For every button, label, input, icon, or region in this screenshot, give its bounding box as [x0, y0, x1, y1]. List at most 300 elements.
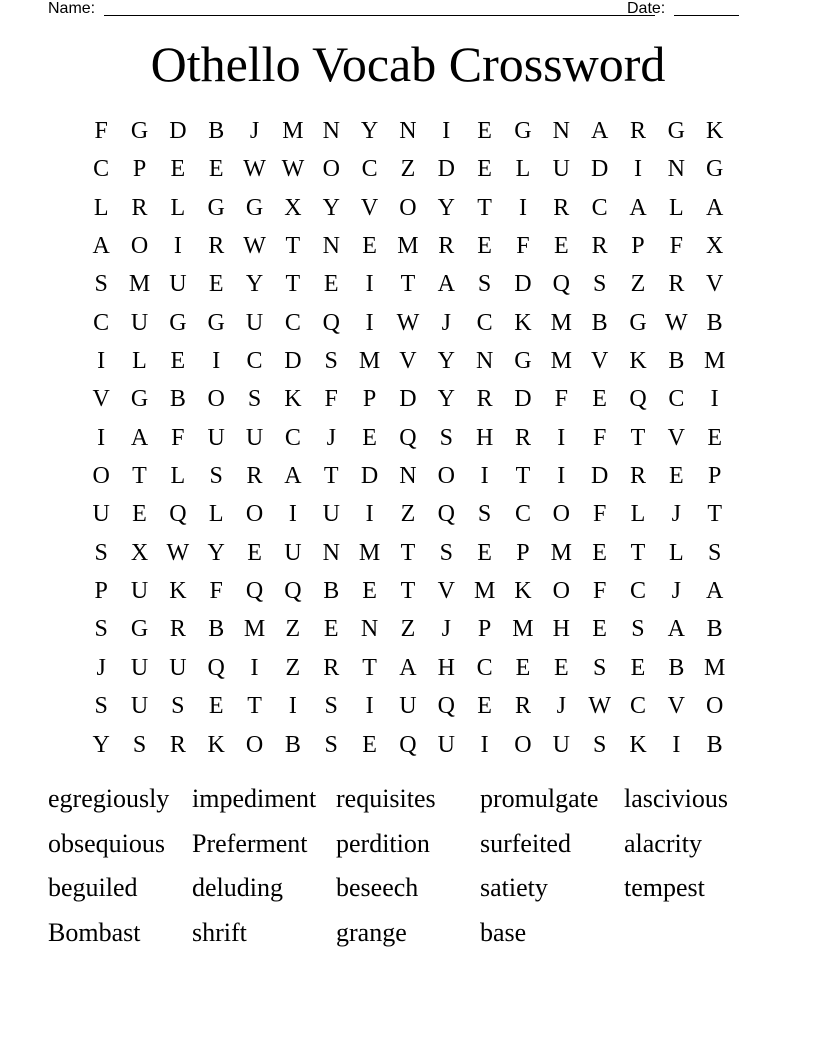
- grid-letter: C: [629, 693, 646, 720]
- grid-letter: B: [284, 731, 301, 758]
- grid-letter: W: [588, 693, 611, 720]
- grid-letter: W: [665, 309, 688, 336]
- grid-letter: D: [284, 348, 302, 375]
- grid-letter: U: [130, 654, 149, 681]
- grid-letter: T: [400, 271, 416, 298]
- grid-letter: G: [207, 309, 225, 336]
- grid-letter: A: [590, 118, 609, 144]
- grid-letter: A: [130, 424, 149, 451]
- grid-letter: B: [169, 386, 186, 413]
- grid-letter: B: [668, 654, 685, 681]
- grid-letter: O: [399, 194, 417, 221]
- grid-letter: O: [437, 463, 455, 490]
- grid-letter: K: [514, 578, 532, 605]
- grid-letter: H: [437, 654, 455, 681]
- word-bank: [48, 780, 768, 958]
- grid-letter: M: [512, 616, 534, 643]
- grid-letter: T: [477, 194, 492, 221]
- grid-letter: N: [399, 118, 417, 144]
- grid-letter: L: [630, 501, 646, 528]
- grid-letter: V: [706, 271, 724, 298]
- grid-letter: C: [284, 309, 301, 336]
- grid-letter: G: [169, 309, 187, 336]
- grid-letter: T: [132, 463, 147, 490]
- grid-letter: Z: [285, 654, 301, 681]
- grid-letter: A: [629, 194, 647, 221]
- grid-letter: V: [437, 578, 455, 605]
- grid-letter: E: [515, 654, 531, 681]
- grid-letter: V: [667, 693, 685, 720]
- grid-letter: Q: [629, 386, 647, 413]
- grid-letter: Q: [399, 731, 417, 758]
- grid-letter: L: [515, 156, 531, 183]
- grid-letter: Y: [245, 271, 264, 298]
- grid-letter: E: [362, 731, 377, 758]
- grid-letter: K: [629, 348, 647, 375]
- grid-row: [82, 189, 734, 227]
- grid-letter: S: [324, 348, 338, 375]
- grid-letter: A: [706, 194, 724, 221]
- grid-letter: V: [92, 386, 110, 413]
- grid-letter: R: [169, 731, 186, 758]
- word-bank-item: beguiled: [48, 873, 138, 902]
- name-label: Name:: [48, 0, 96, 17]
- grid-row: [82, 649, 734, 687]
- grid-row: [82, 534, 734, 572]
- grid-letter: S: [94, 539, 108, 566]
- grid-letter: A: [284, 463, 302, 490]
- grid-row: [82, 726, 734, 764]
- grid-letter: C: [93, 309, 110, 336]
- grid-letter: I: [365, 271, 374, 298]
- grid-letter: D: [437, 156, 455, 183]
- grid-row: [82, 419, 734, 457]
- grid-letter: N: [475, 348, 494, 375]
- grid-letter: E: [208, 693, 224, 720]
- grid-letter: I: [365, 309, 374, 336]
- word-bank-item: obsequious: [48, 828, 165, 858]
- grid-letter: R: [591, 233, 608, 260]
- grid-letter: M: [282, 118, 304, 144]
- grid-letter: N: [322, 539, 340, 566]
- grid-letter: O: [130, 233, 149, 260]
- word-bank-item: beseech: [336, 873, 419, 902]
- grid-letter: W: [243, 156, 266, 183]
- grid-letter: U: [169, 654, 187, 681]
- grid-letter: Q: [245, 578, 264, 605]
- grid-letter: B: [208, 616, 225, 643]
- grid-letter: D: [514, 271, 532, 298]
- grid-letter: C: [591, 194, 608, 221]
- grid-letter: F: [324, 386, 338, 413]
- grid-letter: M: [358, 348, 381, 375]
- grid-letter: D: [590, 156, 609, 183]
- grid-letter: O: [514, 731, 532, 758]
- grid-letter: E: [170, 156, 186, 183]
- grid-letter: T: [285, 233, 301, 260]
- grid-letter: R: [476, 386, 493, 413]
- grid-letter: R: [629, 463, 646, 490]
- word-bank-item: requisites: [336, 784, 436, 813]
- grid-letter: Q: [437, 693, 455, 720]
- grid-letter: I: [365, 693, 374, 720]
- grid-letter: N: [360, 616, 379, 643]
- grid-letter: O: [92, 463, 110, 490]
- grid-letter: M: [473, 578, 496, 605]
- grid-letter: J: [671, 501, 681, 528]
- grid-letter: N: [552, 118, 570, 144]
- grid-letter: G: [667, 118, 685, 144]
- grid-letter: M: [358, 539, 381, 566]
- grid-letter: Q: [322, 309, 340, 336]
- grid-letter: M: [550, 309, 572, 336]
- grid-letter: S: [209, 463, 223, 490]
- word-row: [48, 825, 768, 870]
- grid-letter: G: [130, 616, 149, 643]
- grid-letter: C: [284, 424, 301, 451]
- grid-letter: F: [592, 424, 607, 451]
- grid-letter: K: [706, 118, 724, 144]
- grid-letter: E: [247, 539, 262, 566]
- grid-letter: M: [550, 348, 572, 375]
- grid-letter: O: [207, 386, 225, 413]
- grid-letter: J: [441, 616, 451, 643]
- grid-letter: D: [399, 386, 417, 413]
- grid-letter: P: [94, 578, 108, 605]
- grid-letter: V: [360, 194, 379, 221]
- grid-letter: D: [169, 118, 187, 144]
- grid-letter: F: [669, 233, 683, 260]
- grid-letter: R: [246, 463, 263, 490]
- grid-letter: M: [128, 271, 151, 298]
- grid-letter: K: [207, 731, 225, 758]
- grid-letter: F: [94, 118, 108, 144]
- grid-letter: Q: [169, 501, 187, 528]
- grid-letter: S: [631, 616, 645, 643]
- grid-letter: O: [552, 578, 570, 605]
- grid-row: [82, 112, 734, 150]
- grid-letter: T: [323, 463, 339, 490]
- grid-letter: A: [706, 578, 724, 605]
- grid-letter: E: [592, 386, 607, 413]
- grid-letter: Y: [92, 731, 110, 758]
- grid-row: [82, 265, 734, 303]
- grid-letter: E: [323, 271, 339, 298]
- grid-letter: R: [208, 233, 225, 260]
- word-bank-item: shrift: [192, 917, 247, 947]
- grid-letter: Q: [552, 271, 570, 298]
- grid-letter: Y: [437, 348, 455, 375]
- word-bank-item: perdition: [336, 828, 430, 858]
- grid-letter: A: [667, 616, 685, 643]
- grid-letter: C: [246, 348, 263, 375]
- grid-letter: F: [592, 501, 607, 528]
- grid-letter: T: [400, 578, 416, 605]
- grid-letter: B: [706, 616, 723, 643]
- grid-row: [82, 495, 734, 533]
- grid-letter: E: [477, 156, 492, 183]
- grid-letter: O: [552, 501, 570, 528]
- grid-letter: C: [629, 578, 646, 605]
- grid-letter: E: [592, 539, 607, 566]
- grid-letter: E: [477, 233, 492, 260]
- grid-letter: V: [667, 424, 685, 451]
- grid-letter: U: [399, 693, 417, 720]
- grid-letter: U: [552, 731, 570, 758]
- grid-letter: T: [362, 654, 377, 681]
- page-title: Othello Vocab Crossword: [150, 36, 666, 92]
- grid-letter: R: [629, 118, 646, 144]
- grid-letter: M: [397, 233, 419, 260]
- grid-letter: I: [365, 501, 374, 528]
- word-bank-item: tempest: [624, 873, 705, 902]
- grid-letter: J: [556, 693, 566, 720]
- grid-letter: I: [557, 424, 566, 451]
- grid-letter: I: [480, 731, 489, 758]
- grid-letter: V: [590, 348, 609, 375]
- grid-letter: O: [322, 156, 340, 183]
- grid-letter: E: [592, 616, 607, 643]
- grid-letter: O: [245, 731, 264, 758]
- grid-letter: K: [284, 386, 302, 413]
- grid-letter: C: [668, 386, 685, 413]
- grid-letter: P: [477, 616, 492, 643]
- grid-letter: E: [132, 501, 147, 528]
- grid-letter: N: [399, 463, 417, 490]
- grid-letter: S: [94, 271, 108, 298]
- grid-letter: B: [591, 309, 608, 336]
- grid-letter: L: [132, 348, 147, 375]
- grid-letter: X: [706, 233, 724, 260]
- grid-letter: B: [706, 309, 723, 336]
- grid-letter: K: [169, 578, 187, 605]
- grid-letter: F: [171, 424, 185, 451]
- grid-letter: P: [362, 386, 377, 413]
- grid-letter: C: [476, 654, 493, 681]
- grid-letter: S: [592, 271, 607, 298]
- grid-letter: G: [514, 118, 532, 144]
- grid-letter: W: [166, 539, 190, 566]
- word-row: [48, 780, 768, 825]
- grid-letter: Y: [437, 386, 455, 413]
- word-bank-item: alacrity: [624, 828, 702, 858]
- word-bank-item: grange: [336, 917, 407, 947]
- grid-letter: E: [362, 233, 377, 260]
- grid-letter: G: [706, 156, 724, 183]
- grid-letter: Z: [400, 616, 416, 643]
- grid-letter: I: [518, 194, 527, 221]
- grid-letter: E: [208, 271, 224, 298]
- grid-letter: U: [130, 309, 149, 336]
- grid-letter: I: [480, 463, 489, 490]
- grid-letter: E: [362, 578, 377, 605]
- grid-letter: U: [322, 501, 340, 528]
- word-bank-item: Preferment: [192, 828, 308, 858]
- letter-grid: [82, 112, 734, 764]
- grid-letter: E: [630, 654, 646, 681]
- grid-letter: C: [514, 501, 531, 528]
- grid-letter: I: [557, 463, 566, 490]
- grid-letter: R: [668, 271, 685, 298]
- grid-letter: L: [668, 539, 684, 566]
- grid-letter: S: [171, 693, 185, 720]
- grid-letter: C: [93, 156, 110, 183]
- grid-letter: S: [324, 731, 338, 758]
- grid-letter: J: [671, 578, 681, 605]
- grid-letter: Q: [399, 424, 417, 451]
- grid-letter: E: [553, 654, 569, 681]
- grid-letter: B: [323, 578, 340, 605]
- word-bank-item: egregiously: [48, 784, 170, 813]
- grid-letter: Q: [437, 501, 455, 528]
- grid-letter: E: [668, 463, 684, 490]
- grid-letter: J: [249, 118, 260, 144]
- word-bank-item: base: [480, 917, 527, 947]
- grid-letter: U: [130, 693, 149, 720]
- grid-letter: Y: [322, 194, 340, 221]
- grid-row: [82, 227, 734, 265]
- grid-letter: G: [207, 194, 225, 221]
- grid-letter: L: [93, 194, 109, 221]
- grid-letter: K: [629, 731, 647, 758]
- grid-letter: S: [439, 424, 453, 451]
- grid-letter: N: [322, 233, 340, 260]
- grid-row: [82, 457, 734, 495]
- grid-letter: S: [592, 654, 607, 681]
- grid-letter: N: [322, 118, 340, 144]
- grid-letter: U: [92, 501, 110, 528]
- grid-letter: P: [631, 233, 645, 260]
- grid-letter: G: [130, 386, 149, 413]
- grid-letter: Y: [360, 118, 379, 144]
- grid-letter: T: [630, 539, 646, 566]
- word-bank-item: surfeited: [480, 828, 571, 858]
- grid-letter: Z: [630, 271, 646, 298]
- grid-letter: S: [247, 386, 262, 413]
- grid-letter: W: [396, 309, 420, 336]
- grid-letter: J: [96, 654, 106, 681]
- grid-letter: P: [132, 156, 147, 183]
- date-blank-line: [674, 15, 739, 16]
- grid-letter: R: [438, 233, 455, 260]
- grid-letter: E: [362, 424, 377, 451]
- grid-letter: T: [630, 424, 646, 451]
- grid-letter: C: [361, 156, 378, 183]
- grid-letter: I: [672, 731, 681, 758]
- grid-row: [82, 687, 734, 725]
- grid-letter: I: [710, 386, 719, 413]
- grid-letter: E: [477, 693, 492, 720]
- grid-letter: S: [324, 693, 338, 720]
- grid-letter: O: [706, 693, 724, 720]
- grid-letter: E: [553, 233, 569, 260]
- grid-letter: T: [400, 539, 416, 566]
- grid-letter: R: [553, 194, 570, 221]
- word-bank-item: lascivious: [624, 784, 728, 813]
- word-bank-item: impediment: [192, 784, 317, 813]
- grid-letter: Z: [285, 616, 301, 643]
- grid-letter: L: [668, 194, 684, 221]
- grid-letter: I: [212, 348, 221, 375]
- grid-letter: G: [245, 194, 264, 221]
- grid-letter: D: [360, 463, 379, 490]
- grid-letter: S: [477, 271, 492, 298]
- grid-letter: R: [131, 194, 148, 221]
- grid-letter: E: [208, 156, 224, 183]
- grid-letter: F: [516, 233, 530, 260]
- grid-row: [82, 380, 734, 418]
- grid-letter: R: [169, 616, 186, 643]
- grid-letter: C: [476, 309, 493, 336]
- grid-letter: M: [243, 616, 266, 643]
- grid-letter: U: [284, 539, 302, 566]
- grid-letter: H: [552, 616, 570, 643]
- grid-letter: W: [281, 156, 305, 183]
- grid-letter: I: [288, 693, 297, 720]
- grid-letter: U: [245, 424, 264, 451]
- grid-letter: L: [170, 463, 186, 490]
- grid-letter: P: [516, 539, 530, 566]
- grid-letter: B: [208, 118, 225, 144]
- header: [48, 0, 740, 20]
- grid-letter: Q: [284, 578, 302, 605]
- grid-letter: T: [707, 501, 722, 528]
- date-label: Date:: [627, 0, 666, 17]
- grid-letter: S: [707, 539, 722, 566]
- word-bank-item: deluding: [192, 873, 283, 902]
- grid-letter: Z: [400, 156, 416, 183]
- grid-letter: J: [326, 424, 336, 451]
- grid-letter: U: [552, 156, 570, 183]
- grid-letter: F: [592, 578, 607, 605]
- grid-letter: B: [668, 348, 685, 375]
- grid-letter: Z: [400, 501, 416, 528]
- grid-letter: E: [170, 348, 186, 375]
- grid-letter: A: [399, 654, 417, 681]
- grid-row: [82, 150, 734, 188]
- grid-letter: X: [284, 194, 302, 221]
- word-bank-item: Bombast: [48, 917, 141, 947]
- grid-letter: E: [477, 118, 492, 144]
- grid-letter: M: [550, 539, 572, 566]
- grid-letter: I: [288, 501, 297, 528]
- grid-letter: P: [707, 463, 722, 490]
- grid-letter: D: [514, 386, 532, 413]
- grid-letter: F: [554, 386, 568, 413]
- grid-letter: B: [706, 731, 723, 758]
- grid-letter: N: [667, 156, 685, 183]
- grid-row: [82, 610, 734, 648]
- grid-letter: I: [97, 424, 106, 451]
- word-row: [48, 914, 768, 959]
- grid-letter: A: [437, 271, 455, 298]
- grid-letter: G: [514, 348, 532, 375]
- grid-row: [82, 342, 734, 380]
- grid-letter: I: [442, 118, 451, 144]
- grid-letter: T: [515, 463, 531, 490]
- word-row: [48, 869, 768, 914]
- grid-letter: U: [169, 271, 187, 298]
- grid-letter: T: [285, 271, 301, 298]
- grid-letter: U: [437, 731, 455, 758]
- name-blank-line: [104, 15, 655, 16]
- word-bank-item: satiety: [480, 873, 548, 902]
- grid-letter: M: [704, 348, 726, 375]
- grid-letter: S: [94, 616, 108, 643]
- grid-letter: A: [92, 233, 110, 260]
- grid-letter: S: [132, 731, 147, 758]
- grid-letter: L: [208, 501, 224, 528]
